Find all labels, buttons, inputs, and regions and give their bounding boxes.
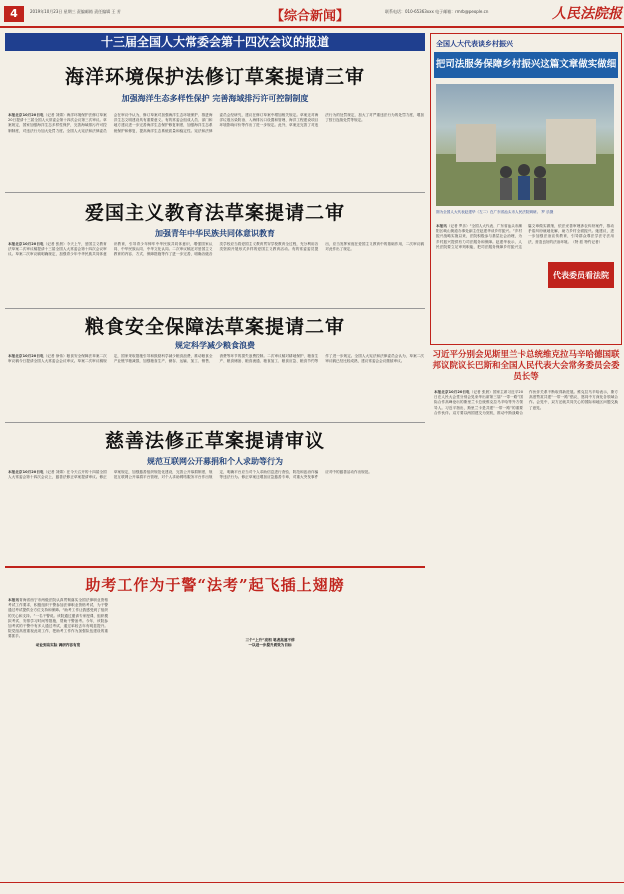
article-1-title: 海洋环境保护法修订草案提请三审 [64,66,365,88]
column-logo: 代表委员看法院 [548,262,614,288]
article-3-byline: 本报北京10月20日电 [8,354,44,358]
article-3-title: 粮食安全保障法草案提请二审 [84,316,345,338]
article-2-byline: 本报北京10月20日电 [8,242,44,246]
divider-1 [5,192,425,193]
article-5-col-2 [114,598,214,878]
article-5-col-3 [220,598,320,878]
divider-2 [5,308,425,309]
article-5-col-1 [8,598,108,878]
article-2-body [8,242,424,306]
paper-logo: 人民法院报 [552,6,622,22]
page-number-badge: 4 [4,6,24,22]
article-5-text: 青海省西宁市两级法院认真贯彻落实全国法律职业资格考试工作要求，积极组织干警参加法律职业资格考试，为干警通过考试提供全方位支持和保障。“助考工作让我感受到了组织的关心和支持。”一名干警说。该院通过邀请专家授课、组织模拟考试、安排学习时间等措施，帮助干警备考。今年，该院参加考试的干警中有多人通过考试，通过率较去年有明显提升。院党组高度重视此项工作，把助考工作作为加强队伍建设的重要抓手。 [8,598,108,639]
article-6-continued [434,644,618,878]
article-5-section-label-3: 一以进一步提升质效为目标 [248,643,292,648]
photo-illustration [436,84,614,206]
article-2-subtitle: 加强青年中华民族共同体意识教育 [155,229,275,238]
divider-3 [5,422,425,423]
photo-rural-court [436,84,614,206]
article-4-text: （记者 刘婧）在今天召开的十四届全国人大常委会第十四次会议上，慈善法修正草案提请审议。修正草案规定，加强慈善组织规范化建设，完善公开募捐制度，规范互联网公开募捐平台管理，对个人求助网络服务平台作出规定，明确平台应当对个人求助信息进行查验，防范和惩治诈骗等违法行为。修正草案还增加应急慈善专章，对重大突发事件应对中的慈善活动作出规范。 [8,470,372,480]
article-6-body [434,390,618,640]
article-2-title: 爱国主义教育法草案提请二审 [84,202,345,224]
article-7-kicker: 全国人大代表谈乡村振兴 [436,40,513,48]
contact-line: 联系电话：010-65363xxx 电子邮箱：rmrb@people.cn [385,9,489,14]
article-7-byline: 本报讯 [436,224,447,228]
section-title: 【综合新闻】 [270,9,349,24]
article-3-subtitle: 规定科学减少粮食浪费 [175,341,255,350]
article-5-title: 助考工作为于警“法考”起飞插上翅膀 [85,576,345,594]
article-5-section-label: 动业到岛实际 调研内容有宽 [35,642,81,647]
article-4-title: 慈善法修正草案提请审议 [104,430,325,452]
article-1-body [8,113,424,188]
footer-rule [0,882,624,883]
article-6-byline: 本报北京10月20日电 [434,390,470,394]
article-5-byline: 本报讯 [8,598,20,602]
article-2-text: （记者 张晨）今天上午，爱国主义教育法草案二次审议稿提请十三届全国人大常委会第十四次会议审议。草案二次审议稿明确规定，加强青少年中华民族共同体意识教育，引导青少年铸牢中华民族共同体意识，增强国家认同、中华民族认同、中华文化认同。二次审议稿还对爱国主义教育的内容、方式、保障措施等作了进一步完善，明确各级各类学校应当将爱国主义教育贯穿学校教育全过程，充分利用各类资源开展形式多样的爱国主义教育活动。有的常委委员提出，应当发挥家庭在爱国主义教育中的基础作用，二次审议稿对此作出了规定。 [8,242,424,257]
article-1-subtitle: 加强海洋生态多样性保护 完善海域排污许可控制制度 [121,94,309,103]
article-4-subtitle: 规范互联网公开募捐和个人求助等行为 [147,457,283,466]
article-3-text: （记者 徐伟）粮食安全保障法草案二次审议稿今日提请全国人大常委会会议审议。草案二次审议稿规定，国家采取措施引导和鼓励科学减少粮食浪费，推动粮食全产业链节粮减损，加强粮食生产、储存、运输、加工、销售、消费等环节的损失浪费控制。二次审议稿对耕地保护、粮食生产、粮食储备、粮食流通、粮食加工、粮食应急、粮食节约等作了进一步规定。全国人大宪法和法律委员会认为，草案二次审议稿已经比较成熟，建议常委会会议继续审议。 [8,354,424,364]
date-line: 2019年10月23日 星期三 责编邮箱 责任编辑 王 芳 [30,9,121,14]
article-3-body [8,354,424,418]
article-5-section-label-2: 三个“上升”亮相 笔者高速不停 [245,638,295,642]
article-7-text: （记者 罗乐）“全国人大代表、广东省汕头市潮阳区峡山街道办事处副主任赵建华谈乡村振兴。”乡村振兴战略实施以来，法院积极参与基层社会治理，为乡村振兴提供有力司法服务和保障。赵建华表示，人民法院要立足审判职能，把司法服务保障乡村振兴这篇文章做实做细，依法妥善审理涉农纠纷案件，推动矛盾纠纷就地化解，助力乡村全面振兴。她建议，进一步加强法治宣传教育，引导群众尊法学法守法用法，营造良好的法治环境。（特 派 特约记者） [436,224,614,249]
article-6-text: （记者 张晨）国家主席习近平20日在人民大会堂分别会见来华出席第三届“一带一路”国际合作高峰论坛的斯里兰卡总统维克拉马辛哈等外方领导人。习近平指出，斯里兰卡是共建“一带一路”的重要合作伙伴。双方要以两国建交为契机，推动中斯战略合作伙伴关系不断取得新进展。维克拉马辛哈表示，斯方高度赞赏共建“一带一路”倡议，愿同中方深化各领域合作。会见中，双方还就共同关心的国际和地区问题交换了意见。 [434,390,618,415]
top-rule [0,26,624,28]
article-6-title: 习近平分别会见斯里兰卡总统维克拉马辛哈德国联邦议院议长巴斯和全国人民代表大会常务委员会委员长等 [432,350,620,382]
article-1-byline: 本报北京10月20日电 [8,113,44,117]
divider-4 [5,566,425,568]
article-4-body [8,470,424,562]
article-1-text: （记者 刘婧）海洋环境保护法修订草案20日提请十三届全国人大常委会第十四次会议第三次审议。草案规定，国家加强海洋生态多样性保护，完善海域排污许可控制制度，对违法行为加大处罚力度。全国人大宪法和法律委员会在审议中认为，修订草案对加强海洋生态环境保护、推进海洋生态文明建设具有重要意义。有的常委会组成人员、部门和地方建议进一步完善海洋生态保护修复制度，加强海洋生态系统保护和修复，提高海洋生态系统质量和稳定性。宪法和法律委员会经研究，建议在修订草案中增加相关规定。草案还对海洋垃圾污染防治、入海排污口设置和管理、海洋工程建设项目环境影响评价等作出了进一步规定。此外，草案还完善了对违法行为的处罚规定，加大了对严重违法行为的处罚力度，增加了按日连续处罚等规定。 [8,113,424,133]
article-4-byline: 本报北京10月20日电 [8,470,44,474]
article-7-headline: 把司法服务保障乡村振兴这篇文章做实做细 [434,52,618,78]
photo-caption: 图为全国人大代表赵建华（左二）在广东省汕头市人民法院调研。 罗 乐摄 [436,210,554,214]
article-5-col-4 [326,598,424,878]
session-banner: 十三届全国人大常委会第十四次会议的报道 [5,33,425,51]
